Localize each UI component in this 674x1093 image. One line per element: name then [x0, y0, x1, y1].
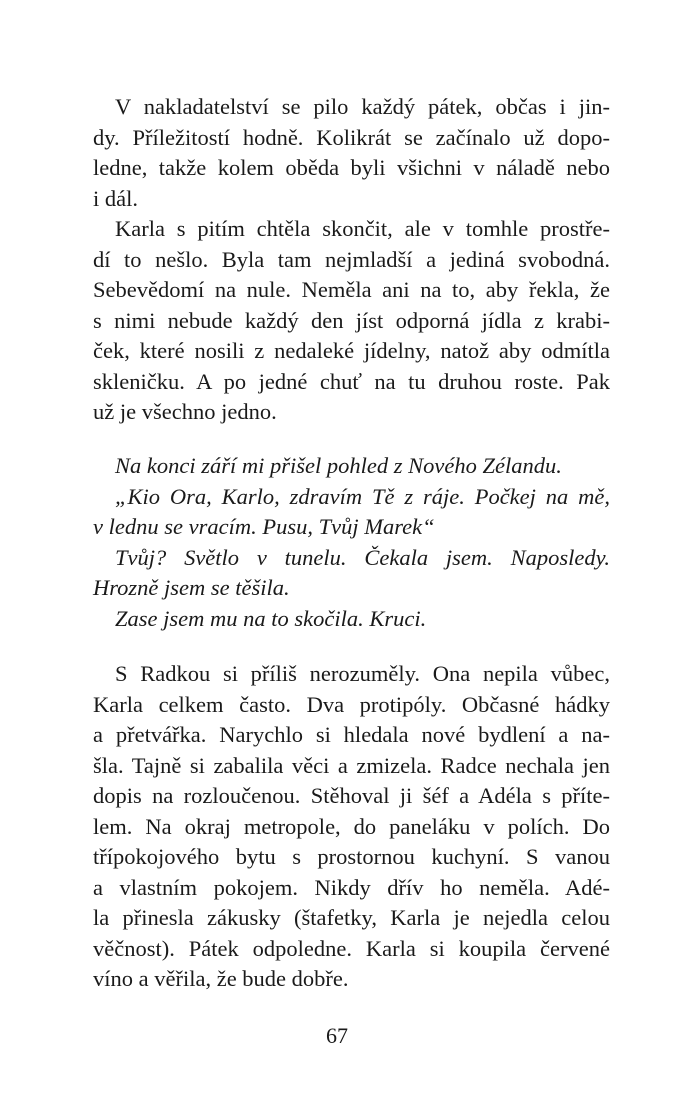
paragraph-3-line-1: Na konci září mi přišel pohled z Nového Zélandu. — [115, 453, 562, 478]
paragraph-4-line-10: věčnost). Pátek odpoledne. Karla si koupila červené — [93, 935, 610, 961]
paragraph-1-line-2: dy. Příležitostí hodně. Kolikrát se začínalo už dopo- — [93, 124, 610, 150]
paragraph-4-line-6: lem. Na okraj metropole, do paneláku v polích. Do — [93, 813, 610, 839]
paragraph-4-line-3: a přetvářka. Narychlo si hledala nové bydlení a na- — [93, 722, 610, 747]
paragraph-2-line-3: Sebevědomí na nule. Neměla ani na to, aby řekla, že — [93, 277, 610, 302]
paragraph-4-line-11: víno a věřila, že bude dobře. — [93, 966, 349, 991]
paragraph-2-line-6: skleničku. A po jedné chuť na tu druhou roste. Pak — [93, 368, 610, 394]
text-block-prose-1 — [93, 92, 610, 428]
paragraph-1-line-1: V nakladatelství se pilo každý pátek, občas i jin- — [115, 94, 610, 119]
paragraph-2-line-2: dí to nešlo. Byla tam nejmladší a jediná svobodná. — [93, 246, 610, 272]
paragraph-4-line-2: Karla celkem často. Dva protipóly. Občasné hádky — [93, 691, 610, 717]
paragraph-3-line-4: Tvůj? Světlo v tunelu. Čekala jsem. Naposledy. — [115, 544, 610, 570]
paragraph-4-line-1: S Radkou si příliš nerozuměly. Ona nepila vůbec, — [115, 661, 610, 686]
paragraph-3-line-6: Zase jsem mu na to skočila. Kruci. — [115, 605, 427, 631]
paragraph-4-line-7: třípokojového bytu s prostornou kuchyní. S vanou — [93, 844, 610, 869]
paragraph-2-line-4: s nimi nebude každý den jíst odporná jídla z krabi- — [93, 307, 610, 333]
paragraph-3-line-3: v lednu se vracím. Pusu, Tvůj Marek“ — [93, 514, 435, 539]
paragraph-4-line-9: la přinesla zákusky (štafetky, Karla je nejedla celou — [93, 905, 610, 930]
paragraph-3-line-5: Hrozně jsem se těšila. — [93, 575, 290, 600]
paragraph-1-line-3: ledne, takže kolem oběda byli všichni v náladě nebo — [93, 155, 610, 180]
paragraph-4-line-8: a vlastním pokojem. Nikdy dřív ho neměla. Adé- — [93, 874, 610, 900]
paragraph-1-line-4: i dál. — [93, 185, 138, 211]
page-number: 67 — [326, 1023, 348, 1048]
paragraph-3-line-2: „Kio Ora, Karlo, zdravím Tě z ráje. Počkej na mě, — [115, 483, 610, 509]
paragraph-4-line-4: šla. Tajně si zabalila věci a zmizela. Radce nechala jen — [93, 752, 610, 778]
paragraph-2-line-5: ček, které nosili z nedaleké jídelny, natož aby odmítla — [93, 338, 610, 363]
paragraph-2-line-1: Karla s pitím chtěla skončit, ale v tomhle prostře- — [115, 216, 610, 241]
paragraph-4-line-5: dopis na rozloučenou. Stěhoval ji šéf a Adéla s příte- — [93, 783, 610, 808]
text-block-italic-note — [93, 451, 610, 634]
paragraph-2-line-7: už je všechno jedno. — [93, 399, 277, 424]
text-block-prose-2 — [93, 659, 610, 995]
